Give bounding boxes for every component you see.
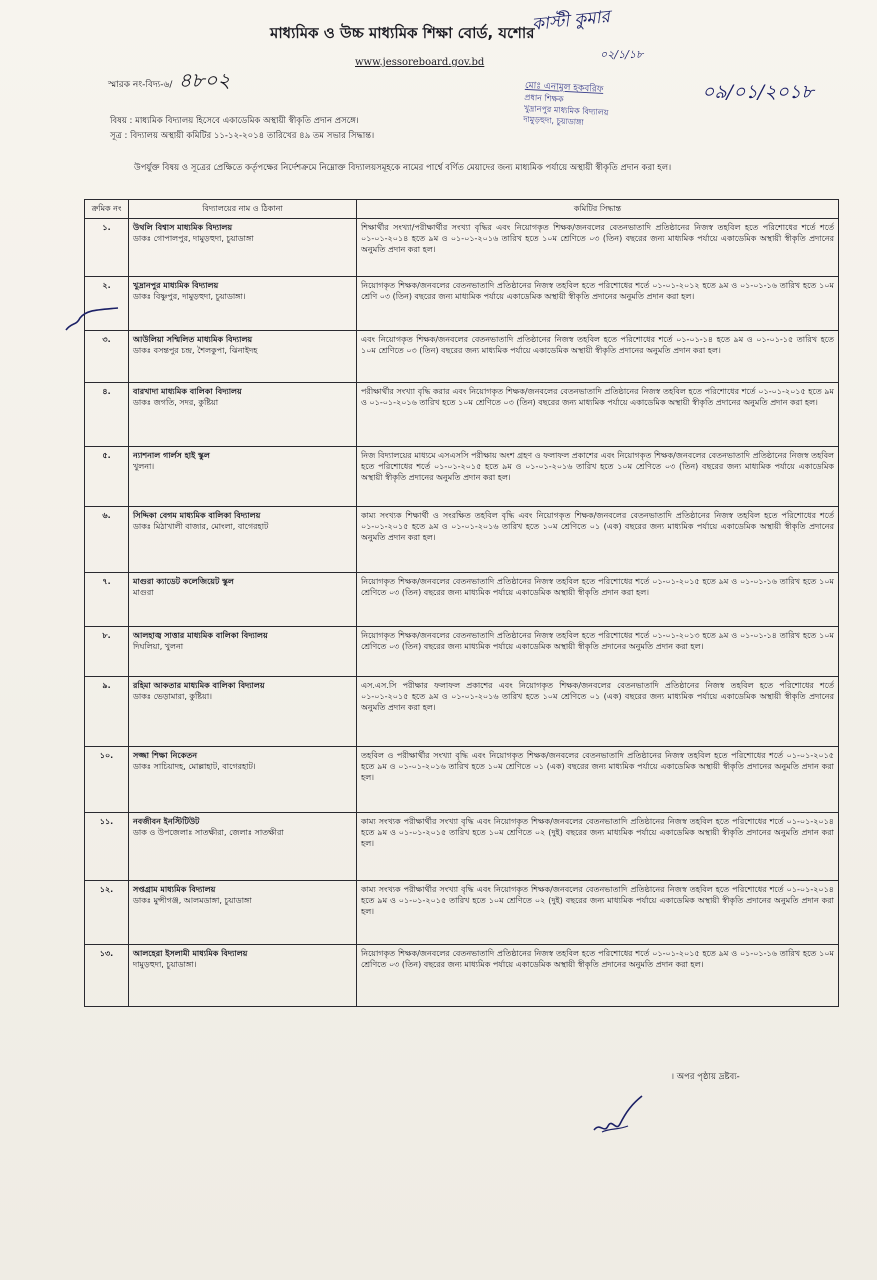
board-title: মাধ্যমিক ও উচ্চ মাধ্যমিক শিক্ষা বোর্ড, যশোর	[270, 24, 535, 42]
row-serial: ১২.	[85, 881, 129, 945]
row-serial: ৩.	[85, 331, 129, 383]
row-decision: নিয়োগকৃত শিক্ষক/জনবলের বেতনভাতাদি প্রতিষ্ঠানের নিজস্ব তহবিল হতে পরিশোধের শর্তে ০১-০১-২০১৩ হতে ৯ম ও ০১-০১-১৪ তারিখ হতে ১০ম শ্রেণিতে ০৩ (তিন) বছরের জন্য মাধ্যমিক পর্যায়ে একাডেমিক অস্থায়ী স্বীকৃতি প্রদানের অনুমতি প্রদান করা হল।	[357, 627, 839, 677]
institution-name: বারখাদা মাধ্যমিক বালিকা বিদ্যালয়	[133, 387, 242, 396]
board-website: www.jessoreboard.gov.bd	[355, 57, 485, 68]
row-decision: শিক্ষার্থীর সংখ্যা/পরীক্ষার্থীর সংখ্যা বৃদ্ধির এবং নিয়োগকৃত শিক্ষক/জনবলের বেতনভাতাদি প্রতিষ্ঠানের নিজস্ব তহবিল হতে পরিশোধের শর্তে শর্তে ০১-০১-২০১৪ হতে ৯ম ও ০১-০১-২০১৬ তারিখ হতে ১০ম শ্রেণিতে ০৩ (তিন) বছরের জন্য মাধ্যমিক পর্যায়ে একাডেমিক অস্থায়ী স্বীকৃতি প্রদানের অনুমতি প্রদান করা হল।	[357, 219, 839, 277]
institution-name: সপ্তগ্রাম মাধ্যমিক বিদ্যালয়	[133, 885, 216, 894]
handwritten-name: কাস্টী কুমার	[531, 6, 611, 36]
memo-number-handwritten: ৪৮০২	[178, 68, 231, 92]
row-serial: ৪.	[85, 383, 129, 447]
institution-name: আলহেরা ইসলামী মাধ্যমিক বিদ্যালয়	[133, 949, 248, 958]
row-decision: এস.এস.সি পরীক্ষার ফলাফল প্রকাশের এবং নিয়োগকৃত শিক্ষক/জনবলের বেতনভাতাদি প্রতিষ্ঠানের নিজস্ব তহবিল হতে পরিশোধের শর্তে ০১-০১-২০১৫ হতে ৯ম ও ০১-০১-২০১৬ তারিখ হতে ১০ম শ্রেণিতে ০১ (এক) বছরের জন্য মাধ্যমিক পর্যায়ে একাডেমিক অস্থায়ী স্বীকৃতি প্রদানের অনুমতি প্রদান করা হল।	[357, 677, 839, 747]
table-row	[85, 573, 839, 627]
institution-address: মাগুরা	[133, 588, 154, 597]
row-serial: ১.	[85, 219, 129, 277]
row-decision: কাম্য সংখ্যক পরীক্ষার্থীর সংখ্যা বৃদ্ধি এবং নিয়োগকৃত শিক্ষক/জনবলের বেতনভাতাদি প্রতিষ্ঠানের নিজস্ব তহবিল হতে পরিশোধের শর্তে ০১-০১-২০১৪ হতে ৯ম ও ০১-০১-২০১৫ তারিখ হতে ১০ম শ্রেণিতে ০২ (দুই) বছরের জন্য মাধ্যমিক পর্যায়ে একাডেমিক অস্থায়ী স্বীকৃতি প্রদানের অনুমতি প্রদান করা হল।	[357, 881, 839, 945]
table-row	[85, 677, 839, 747]
institution-address: দিঘলিয়া, খুলনা	[133, 642, 184, 651]
signature	[588, 1092, 648, 1142]
row-institution	[129, 507, 357, 573]
signature-icon	[588, 1092, 648, 1138]
institution-address: দামুড়হুদা, চুয়াডাঙ্গা।	[133, 960, 197, 969]
row-institution	[129, 747, 357, 813]
subject-line: বিষয় : মাধ্যমিক বিদ্যালয় হিসেবে একাডেমিক অস্থায়ী স্বীকৃতি প্রদান প্রসঙ্গে।	[110, 116, 359, 126]
table-row	[85, 331, 839, 383]
row-institution	[129, 945, 357, 1007]
institution-address: ডাকঃ মিঠাখালী বাজার, মোংলা, বাগেরহাট	[133, 522, 269, 531]
header-institution: বিদ্যালয়ের নাম ও ঠিকানা	[129, 200, 357, 219]
institution-address: ডাকঃ ভেড়ামারা, কুষ্টিয়া।	[133, 692, 212, 701]
row-institution	[129, 383, 357, 447]
table-row	[85, 507, 839, 573]
row-institution	[129, 219, 357, 277]
row-decision: পরীক্ষার্থীর সংখ্যা বৃদ্ধি করার এবং নিয়োগকৃত শিক্ষক/জনবলের বেতনভাতাদি প্রতিষ্ঠানের নিজস্ব তহবিল হতে পরিশোধের শর্তে ০১-০১-২০১৫ হতে ৯ম ও ০১-০১-২০১৬ তারিখ হতে ১০ম শ্রেণিতে ০৩ (তিন) বছরের জন্য মাধ্যমিক পর্যায়ে একাডেমিক অস্থায়ী স্বীকৃতি প্রদানের অনুমতি প্রদান করা হল।	[357, 383, 839, 447]
row-serial: ৫.	[85, 447, 129, 507]
row-institution	[129, 677, 357, 747]
row-decision: তহবিল ও পরীক্ষার্থীর সংখ্যা বৃদ্ধি এবং নিয়োগকৃত শিক্ষক/জনবলের বেতনভাতাদি প্রতিষ্ঠানের নিজস্ব তহবিল হতে পরিশোধের শর্তে ০১-০১-২০১৫ হতে ৯ম ও ০১-০১-২০১৬ তারিখ হতে ১০ম শ্রেণিতে ০১ (এক) বছরের জন্য মাধ্যমিক পর্যায়ে একাডেমিক অস্থায়ী স্বীকৃতি প্রদানের অনুমতি প্রদান করা হল।	[357, 747, 839, 813]
row-decision: নিয়োগকৃত শিক্ষক/জনবলের বেতনভাতাদি প্রতিষ্ঠানের নিজস্ব তহবিল হতে পরিশোধের শর্তে ০১-০১-২০১২ হতে ৯ম ও ০১-০১-১৬ তারিখ হতে ১০ম শ্রেণি ০৩ (তিন) বছরের জন্য মাধ্যমিক পর্যায়ে একাডেমিক অস্থায়ী স্বীকৃতি প্রদানের অনুমতি প্রদান করা হল।	[357, 277, 839, 331]
institution-name: আউলিয়া সম্মিলিত মাধ্যমিক বিদ্যালয়	[133, 335, 253, 344]
stamp-school: খুদ্রানপুর মাধ্যমিক বিদ্যালয়	[523, 103, 609, 118]
institution-name: সজ্জা শিক্ষা নিকেতন	[133, 751, 198, 760]
institution-address: ডাকঃ মুন্সীগঞ্জ, আলমডাঙ্গা, চুয়াডাঙ্গা	[133, 896, 252, 905]
row-decision: কাম্য সংখ্যক পরীক্ষার্থীর সংখ্যা বৃদ্ধি এবং নিয়োগকৃত শিক্ষক/জনবলের বেতনভাতাদি প্রতিষ্ঠানের নিজস্ব তহবিল হতে পরিশোধের শর্তে ০১-০১-২০১৪ হতে ৯ম ও ০১-০১-২০১৫ তারিখ হতে ১০ম শ্রেণিতে ০২ (দুই) বছরের জন্য মাধ্যমিক পর্যায়ে একাডেমিক অস্থায়ী স্বীকৃতি প্রদানের অনুমতি প্রদান করা হল।	[357, 813, 839, 881]
memo-number	[108, 66, 230, 99]
row-decision: নিয়োগকৃত শিক্ষক/জনবলের বেতনভাতাদি প্রতিষ্ঠানের নিজস্ব তহবিল হতে পরিশোধের শর্তে ০১-০১-২০১৫ হতে ৯ম ও ০১-০১-১৬ তারিখ হতে ১০ম শ্রেণিতে ০৩ (তিন) বছরের জন্য মাধ্যমিক পর্যায়ে একাডেমিক অস্থায়ী স্বীকৃতি প্রদান করা হল।	[357, 573, 839, 627]
table-row	[85, 277, 839, 331]
row-serial: ৯.	[85, 677, 129, 747]
table-row	[85, 447, 839, 507]
institution-name: রহিমা আকতার মাধ্যমিক বালিকা বিদ্যালয়	[133, 681, 265, 690]
table-row	[85, 383, 839, 447]
institution-name: আলহাজ্ব সাত্তার মাধ্যমিক বালিকা বিদ্যালয়	[133, 631, 268, 640]
memo-label: স্মারক নং-বিদ্য-৬/	[108, 80, 173, 90]
table-header-row	[85, 200, 839, 219]
stamp-designation: প্রধান শিক্ষক	[524, 92, 564, 104]
row-serial: ১০.	[85, 747, 129, 813]
institution-name: ন্যাশনাল গার্লস হাই স্কুল	[133, 451, 210, 460]
institution-name: নবজীবন ইনস্টিটিউট	[133, 817, 200, 826]
reference-line: সূত্র : বিদ্যালয় অস্থায়ী কমিটির ১১-১২-২০১৪ তারিখের ৪৯ তম সভার সিদ্ধান্ত।	[110, 131, 375, 141]
handwritten-mark-icon	[62, 304, 122, 334]
stamp-address: দামুড়হুদা, চুয়াডাঙ্গা	[523, 114, 584, 127]
intro-paragraph: উপর্যুক্ত বিষয় ও সূত্রের প্রেক্ষিতে কর্তৃপক্ষের নির্দেশক্রমে নিম্নোক্ত বিদ্যালয়সমূহকে নামের পার্শ্বে বর্ণিত মেয়াদের জন্য মাধ্যমিক পর্যায়ে অস্থায়ী স্বীকৃতি প্রদান করা হল।	[134, 163, 672, 173]
row-institution	[129, 627, 357, 677]
subject-block	[110, 114, 630, 144]
row-serial: ২.	[85, 277, 129, 331]
table-row	[85, 945, 839, 1007]
table-row	[85, 219, 839, 277]
institution-address: ডাকঃ বিষ্ণুপুর, দামুড়হুদা, চুয়াডাঙ্গা।	[133, 292, 246, 301]
row-serial: ৭.	[85, 573, 129, 627]
row-decision: এবং নিয়োগকৃত শিক্ষক/জনবলের বেতনভাতাদি প্রতিষ্ঠানের নিজস্ব তহবিল হতে পরিশোধের শর্তে ০১-০১-১৪ হতে ৯ম ও ০১-০১-১৫ তারিখ হতে ১০ম শ্রেণিতে ০৩ (তিন) বছরের জন্য মাধ্যমিক পর্যায়ে একাডেমিক অস্থায়ী স্বীকৃতি প্রদানের অনুমতি প্রদান করা হল।	[357, 331, 839, 383]
row-institution	[129, 331, 357, 383]
row-institution	[129, 573, 357, 627]
institution-name: সিদ্দিকা বেগম মাধ্যমিক বালিকা বিদ্যালয়	[133, 511, 261, 520]
header-decision: কমিটির সিদ্ধান্ত	[357, 200, 839, 219]
table-row	[85, 881, 839, 945]
row-institution	[129, 447, 357, 507]
institution-address: ডাকঃ গোপালপুর, দামুড়হুদা, চুয়াডাঙ্গা	[133, 234, 254, 243]
institution-name: খুদ্রানপুর মাধ্যমিক বিদ্যালয়	[133, 281, 219, 290]
institution-address: ডাকঃ বসন্তপুর চন্দ্র, শৈলকুপা, ঝিনাইদহ	[133, 346, 258, 355]
institution-address: খুলনা।	[133, 462, 155, 471]
continued-note: । অপর পৃষ্ঠায় দ্রষ্টব্য-	[671, 1072, 740, 1082]
row-institution	[129, 277, 357, 331]
row-decision: নিয়োগকৃত শিক্ষক/জনবলের বেতনভাতাদি প্রতিষ্ঠানের নিজস্ব তহবিল হতে পরিশোধের শর্তে ০১-০১-২০১৫ হতে ৯ম ও ০১-০১-১৬ তারিখ হতে ১০ম শ্রেণিতে ০৩ (তিন) বছরের জন্য মাধ্যমিক পর্যায়ে একাডেমিক অস্থায়ী স্বীকৃতি প্রদানের অনুমতি প্রদান করা হল।	[357, 945, 839, 1007]
row-serial: ৬.	[85, 507, 129, 573]
table-row	[85, 813, 839, 881]
row-serial: ১১.	[85, 813, 129, 881]
institution-address: ডাকঃ জগতি, সদর, কুষ্টিয়া	[133, 398, 219, 407]
table-body	[85, 219, 839, 1007]
header-serial: ক্রমিক নং	[85, 200, 129, 219]
row-decision: কাম্য সংখ্যক শিক্ষার্থী ও সংরক্ষিত তহবিল বৃদ্ধি এবং নিয়োগকৃত শিক্ষক/জনবলের বেতনভাতাদি প্রতিষ্ঠানের নিজস্ব তহবিল হতে পরিশোধের শর্তে ০১-০১-২০১৫ হতে ৯ম ও ০১-০১-২০১৬ তারিখ হতে ১০ম শ্রেণিতে ০১ (এক) বছরের জন্য মাধ্যমিক পর্যায়ে একাডেমিক অস্থায়ী স্বীকৃতি প্রদানের অনুমতি প্রদান করা হল।	[357, 507, 839, 573]
row-decision: নিজ বিদ্যালয়ের মাধ্যমে এসএসসি পরীক্ষায় অংশ গ্রহণ ও ফলাফল প্রকাশের এবং নিয়োগকৃত শিক্ষক/জনবলের বেতনভাতাদি প্রতিষ্ঠানের নিজস্ব তহবিল হতে পরিশোধের শর্তে ০১-০১-২০১৫ হতে ৯ম ও ০১-০১-২০১৬ তারিখ হতে ১০ম শ্রেণিতে ০৩ (তিন) বছরের জন্য মাধ্যমিক পর্যায়ে একাডেমিক অস্থায়ী স্বীকৃতি প্রদানের অনুমতি প্রদান করা হল।	[357, 447, 839, 507]
institution-address: ডাক ও উপজেলাঃ সাতক্ষীরা, জেলাঃ সাতক্ষীরা	[133, 828, 284, 837]
received-date: ০৯/০১/২০১৮	[702, 81, 814, 103]
institution-name: উথলি বিশ্বাস মাধ্যমিক বিদ্যালয়	[133, 223, 233, 232]
row-serial: ৮.	[85, 627, 129, 677]
institution-name: মাগুরা ক্যাডেট কলেজিয়েট স্কুল	[133, 577, 234, 586]
row-institution	[129, 813, 357, 881]
table-row	[85, 747, 839, 813]
handwritten-note: ০২/১/১৮	[600, 48, 644, 61]
row-institution	[129, 881, 357, 945]
school-list-table	[84, 199, 839, 1007]
institution-address: ডাকঃ সাচিয়াদহ, মোল্লাহাট, বাগেরহাট।	[133, 762, 256, 771]
row-serial: ১৩.	[85, 945, 129, 1007]
table-row	[85, 627, 839, 677]
stamp-name: মোঃ এনামুল হকবরিফ	[524, 80, 604, 95]
